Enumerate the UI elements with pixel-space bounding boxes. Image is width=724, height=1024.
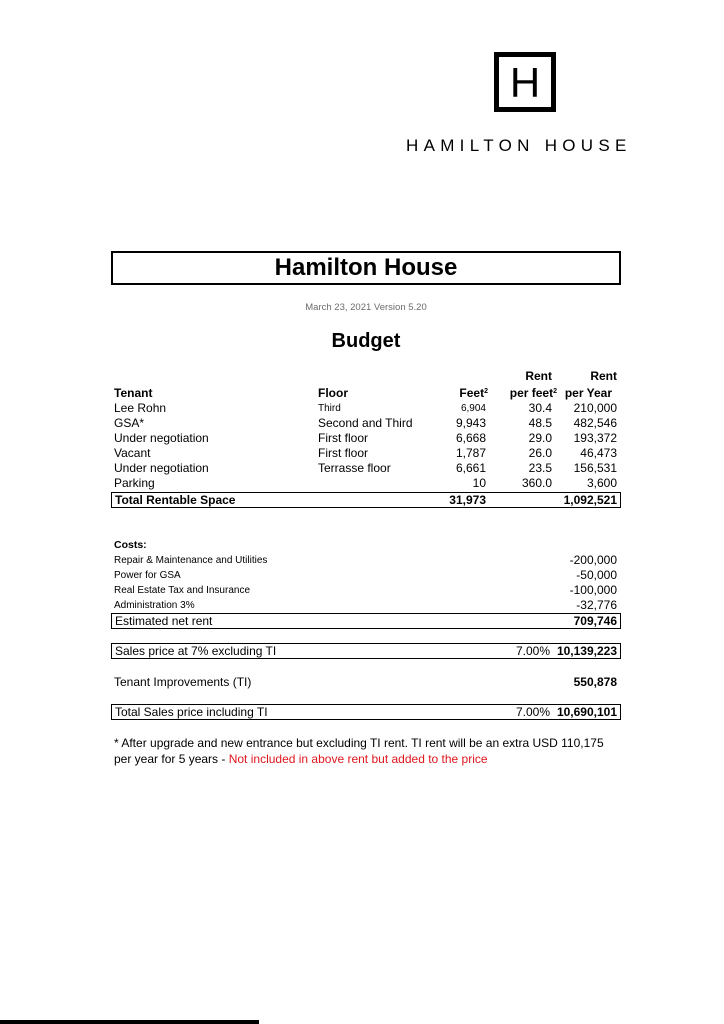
tenant-rent-per-year: 156,531 (573, 461, 617, 475)
cost-label: Power for GSA (114, 570, 181, 581)
header-floor: Floor (318, 386, 348, 400)
net-rent-label: Estimated net rent (115, 614, 213, 628)
tenant-rent-per-year: 46,473 (580, 446, 617, 460)
tenant-floor: First floor (318, 446, 369, 460)
cost-value: -32,776 (576, 598, 617, 612)
table-row (111, 416, 621, 431)
tenant-name: GSA* (114, 416, 145, 430)
table-row (111, 446, 621, 461)
brand-logo (494, 52, 556, 112)
sales-including-label: Total Sales price including TI (115, 705, 268, 719)
tenant-rent-per-feet: 23.5 (528, 461, 552, 475)
tenant-table (111, 401, 621, 491)
tenant-rent-per-feet: 30.4 (528, 401, 552, 415)
tenant-name: Under negotiation (114, 431, 209, 445)
total-feet: 31,973 (449, 493, 486, 507)
costs-label: Costs: (114, 539, 147, 551)
tenant-rent-per-feet: 48.5 (528, 416, 552, 430)
footnote (114, 735, 624, 767)
title-box (111, 251, 621, 285)
total-label: Total Rentable Space (115, 493, 236, 507)
tenant-name: Lee Rohn (114, 401, 167, 415)
header-rent-per-feet: per feet$^2$ (509, 386, 557, 400)
cost-value: -200,000 (569, 553, 617, 567)
tenant-floor: Second and Third (318, 416, 413, 430)
tenant-rent-per-year: 210,000 (573, 401, 617, 415)
tenant-feet: 6,668 (455, 431, 486, 445)
tenant-name: Vacant (114, 446, 151, 460)
sales-excluding-value: 10,139,223 (556, 644, 617, 658)
tenant-rent-per-feet: 26.0 (528, 446, 552, 460)
cost-row (111, 583, 621, 598)
sales-excluding-row (111, 643, 621, 659)
tenant-floor: Third (318, 403, 341, 414)
logo-letter: H (509, 59, 541, 106)
tenant-rent-per-year: 482,546 (573, 416, 617, 430)
table-row (111, 461, 621, 476)
sales-including-value: 10,690,101 (556, 705, 617, 719)
cost-row (111, 568, 621, 583)
footnote-red-text: Not included in above rent but added to the price (228, 752, 488, 766)
header-rent-top: Rent (525, 369, 552, 383)
tenant-feet: 1,787 (455, 446, 486, 460)
tenant-feet: 6,904 (460, 403, 486, 414)
tenant-name: Parking (114, 476, 155, 490)
cost-label: Administration 3% (114, 600, 195, 611)
footnote-text: * After upgrade and new entrance but excluding TI rent. TI rent will be an extra USD 110,175 per year for 5 years - (114, 736, 604, 766)
cost-value: -100,000 (569, 583, 617, 597)
tenant-improvements-row (111, 674, 621, 690)
table-row (111, 431, 621, 446)
ti-label: Tenant Improvements (TI) (114, 675, 252, 689)
cost-label: Real Estate Tax and Insurance (114, 585, 251, 596)
tenant-feet: 9,943 (455, 416, 486, 430)
brand-name: HAMILTON HOUSE (406, 136, 632, 155)
section-heading: Budget (331, 330, 401, 352)
sales-excluding-pct: 7.00% (515, 644, 550, 658)
cost-value: -50,000 (576, 568, 617, 582)
bottom-bar (0, 1020, 259, 1024)
tenant-rent-per-year: 3,600 (586, 476, 617, 490)
table-row (111, 476, 621, 491)
net-rent-value: 709,746 (573, 614, 617, 628)
tenant-floor: Terrasse floor (318, 461, 391, 475)
total-rent-per-year: 1,092,521 (563, 493, 617, 507)
tenant-rent-per-feet: 360.0 (521, 476, 552, 490)
net-rent-row (111, 613, 621, 629)
tenant-rent-per-feet: 29.0 (528, 431, 552, 445)
header-tenant: Tenant (114, 386, 153, 400)
cost-row (111, 598, 621, 613)
sales-excluding-label: Sales price at 7% excluding TI (115, 644, 277, 658)
ti-value: 550,878 (573, 675, 617, 689)
total-rentable-row (111, 492, 621, 508)
tenant-feet: 6,661 (455, 461, 486, 475)
tenant-floor: First floor (318, 431, 369, 445)
header-per-year: per Year (564, 386, 612, 400)
document-date-version: March 23, 2021 Version 5.20 (305, 302, 427, 313)
tenant-rent-per-year: 193,372 (573, 431, 617, 445)
sales-including-row (111, 704, 621, 720)
tenant-name: Under negotiation (114, 461, 209, 475)
header-feet: Feet$^2$ (459, 386, 488, 400)
table-row (111, 401, 621, 416)
sales-including-pct: 7.00% (515, 705, 550, 719)
cost-label: Repair & Maintenance and Utilities (114, 555, 268, 566)
document-title: Hamilton House (274, 254, 458, 281)
cost-row (111, 553, 621, 568)
header-rent-year-top: Rent (590, 369, 617, 383)
tenant-feet: 10 (472, 476, 486, 490)
table-header (111, 369, 621, 401)
